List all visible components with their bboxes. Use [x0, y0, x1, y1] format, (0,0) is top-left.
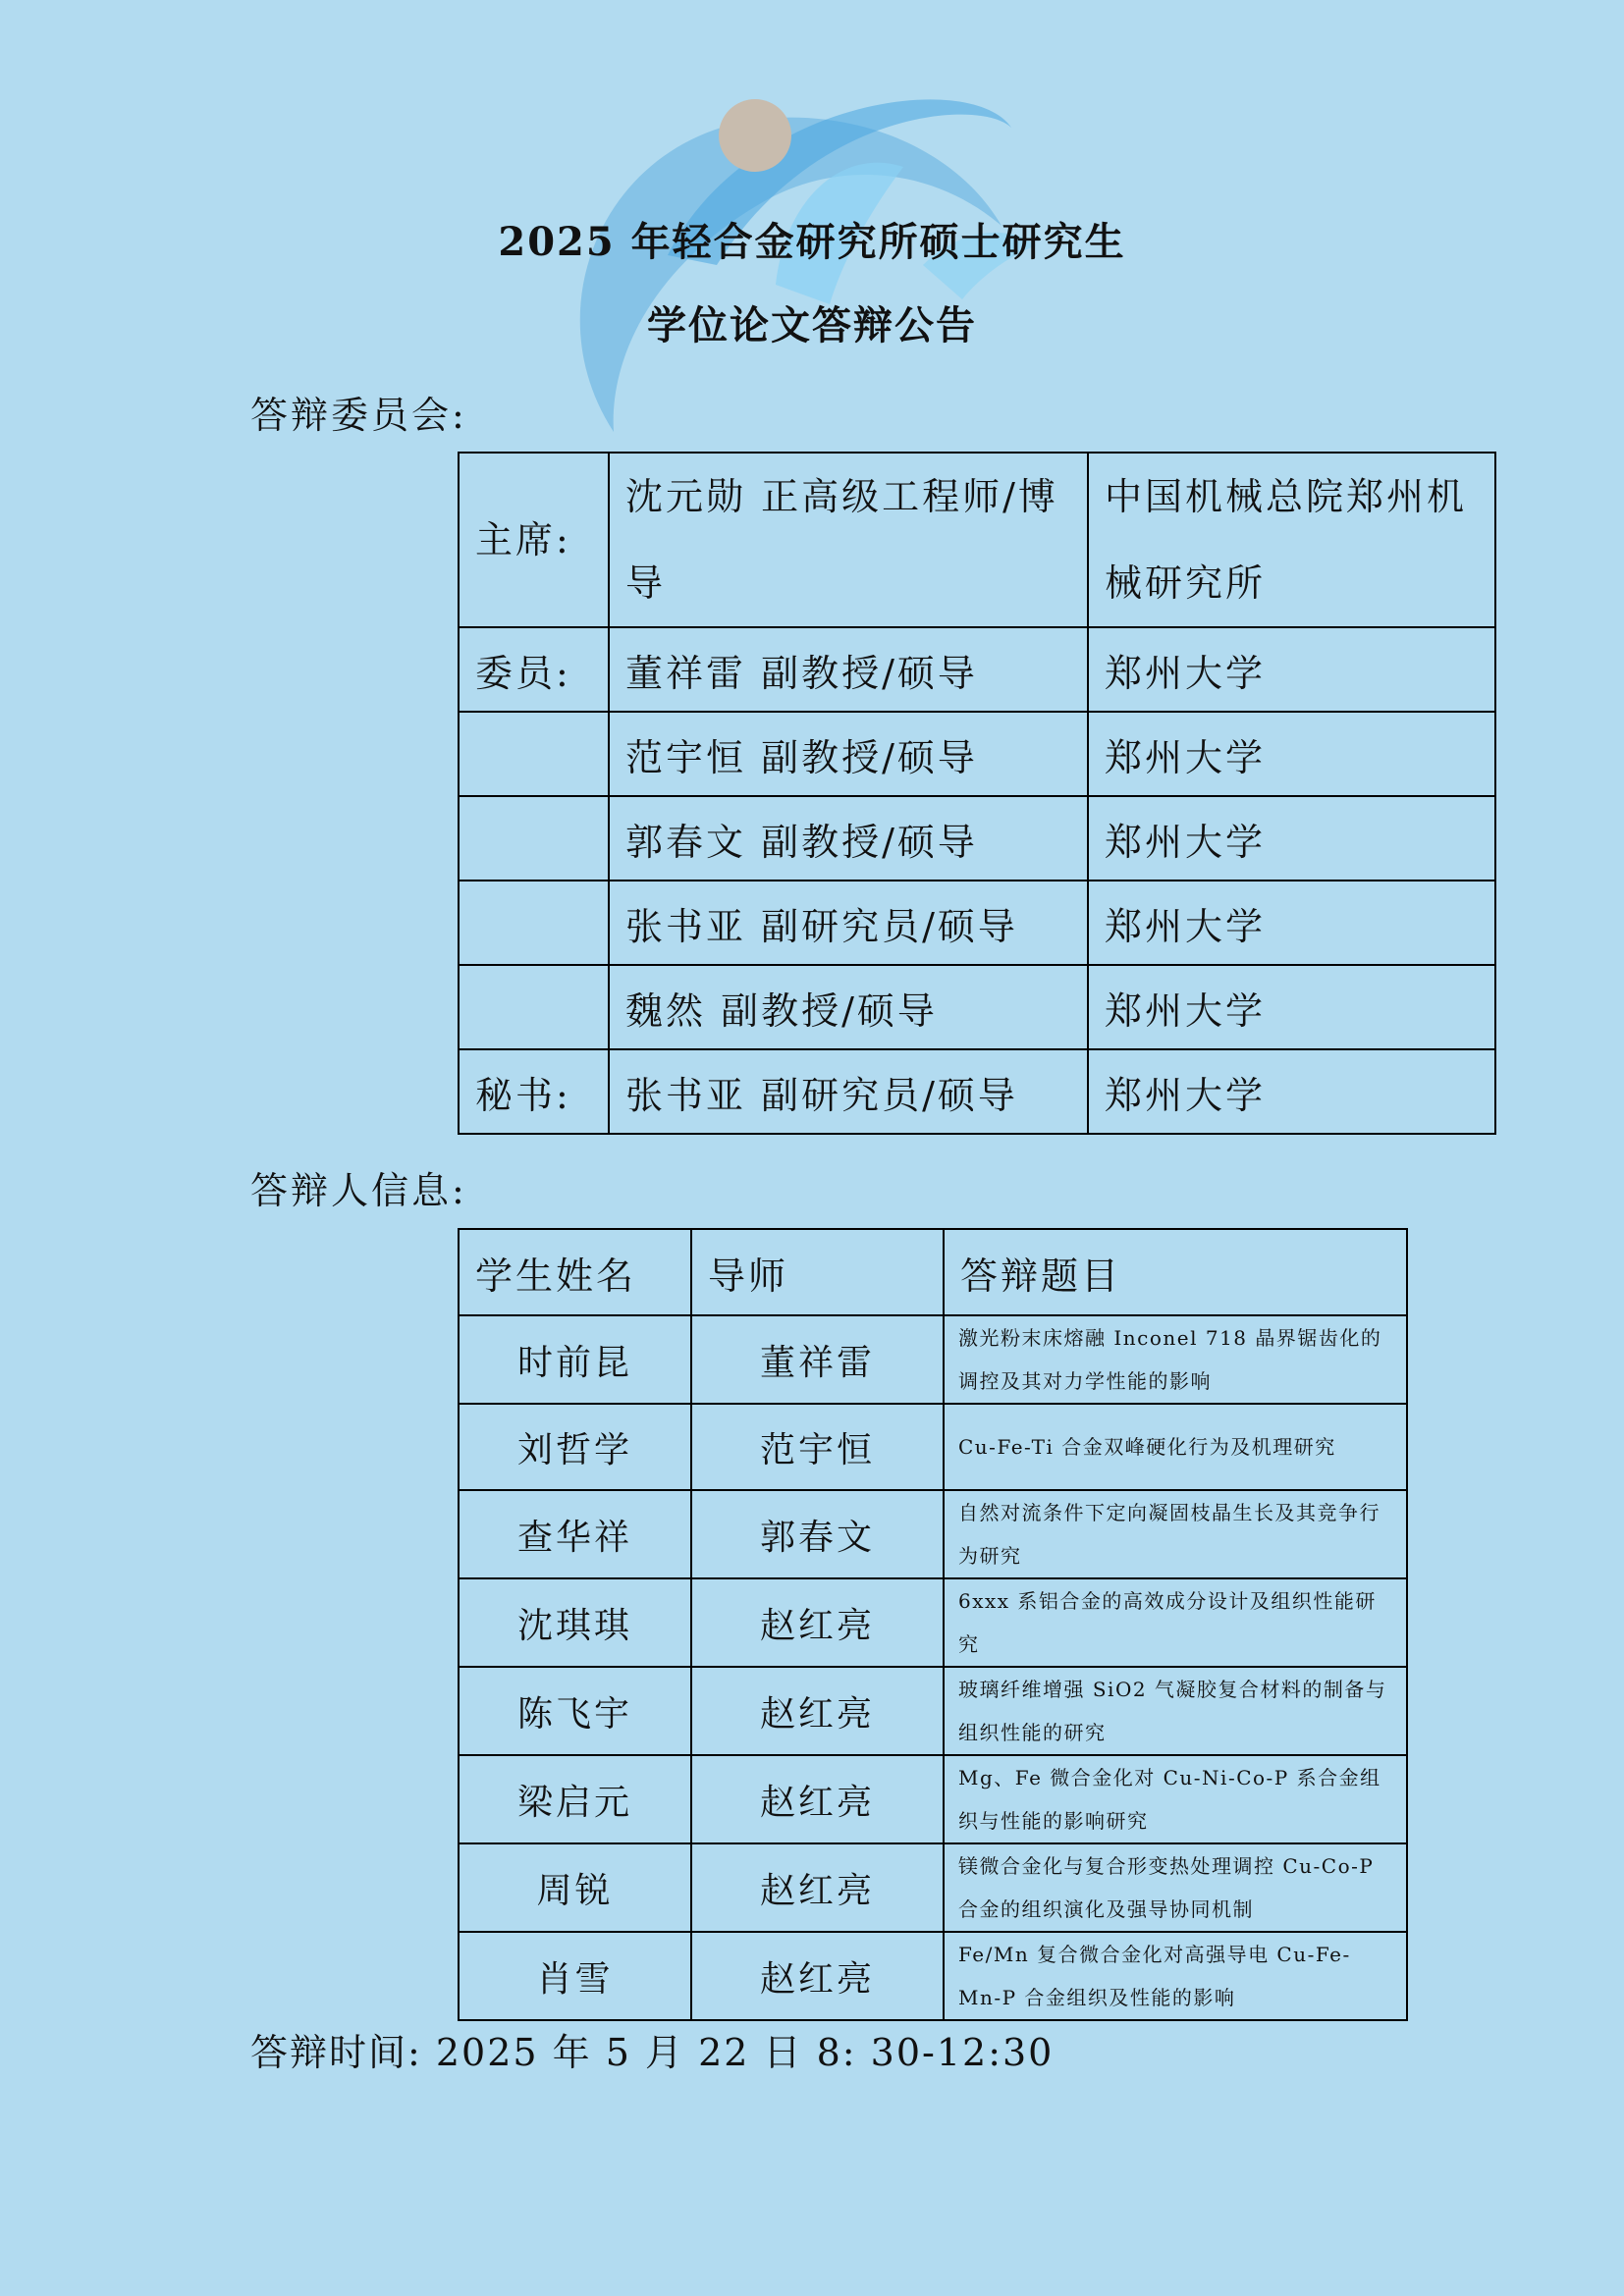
committee-role [459, 796, 609, 881]
table-row [459, 1578, 1407, 1667]
header-topic: 答辩题目 [944, 1229, 1407, 1315]
thesis-topic: 镁微合金化与复合形变热处理调控 Cu-Co-P 合金的组织演化及强导协同机制 [944, 1843, 1407, 1932]
student-name: 刘哲学 [459, 1404, 691, 1490]
committee-row [459, 712, 1495, 796]
table-row [459, 1755, 1407, 1843]
committee-heading: 答辩委员会: [250, 394, 467, 437]
page-title-line1: 2025 年轻合金研究所硕士研究生 [498, 219, 1126, 265]
committee-member: 沈元勋 正高级工程师/博导 [609, 453, 1088, 627]
advisor-name: 范宇恒 [691, 1404, 944, 1490]
student-name: 沈琪琪 [459, 1578, 691, 1667]
committee-member: 范宇恒 副教授/硕导 [609, 712, 1088, 796]
advisor-name: 郭春文 [691, 1490, 944, 1578]
header-advisor: 导师 [691, 1229, 944, 1315]
committee-table [458, 452, 1496, 1135]
committee-affiliation: 郑州大学 [1088, 881, 1495, 965]
committee-member: 董祥雷 副教授/硕导 [609, 627, 1088, 712]
committee-role: 秘书: [459, 1049, 609, 1134]
committee-affiliation: 郑州大学 [1088, 965, 1495, 1049]
student-name: 查华祥 [459, 1490, 691, 1578]
committee-affiliation: 中国机械总院郑州机械研究所 [1088, 453, 1495, 627]
committee-member: 郭春文 副教授/硕导 [609, 796, 1088, 881]
student-name: 梁启元 [459, 1755, 691, 1843]
committee-role: 委员: [459, 627, 609, 712]
committee-row [459, 796, 1495, 881]
advisor-name: 董祥雷 [691, 1315, 944, 1404]
committee-member: 张书亚 副研究员/硕导 [609, 881, 1088, 965]
thesis-topic: 激光粉末床熔融 Inconel 718 晶界锯齿化的调控及其对力学性能的影响 [944, 1315, 1407, 1404]
table-row [459, 1315, 1407, 1404]
table-row [459, 1667, 1407, 1755]
committee-role: 主席: [459, 453, 609, 627]
table-row [459, 1490, 1407, 1578]
committee-member: 张书亚 副研究员/硕导 [609, 1049, 1088, 1134]
table-row [459, 1404, 1407, 1490]
thesis-topic: Mg、Fe 微合金化对 Cu-Ni-Co-P 系合金组织与性能的影响研究 [944, 1755, 1407, 1843]
thesis-topic: 6xxx 系铝合金的高效成分设计及组织性能研究 [944, 1578, 1407, 1667]
student-name: 周锐 [459, 1843, 691, 1932]
table-row [459, 1843, 1407, 1932]
committee-row-chair [459, 453, 1495, 627]
committee-affiliation: 郑州大学 [1088, 712, 1495, 796]
defenders-heading: 答辩人信息: [250, 1169, 467, 1212]
committee-row [459, 627, 1495, 712]
committee-row-secretary [459, 1049, 1495, 1134]
advisor-name: 赵红亮 [691, 1755, 944, 1843]
table-header-row [459, 1229, 1407, 1315]
committee-member: 魏然 副教授/硕导 [609, 965, 1088, 1049]
advisor-name: 赵红亮 [691, 1667, 944, 1755]
table-row [459, 1932, 1407, 2020]
committee-role [459, 881, 609, 965]
committee-affiliation: 郑州大学 [1088, 627, 1495, 712]
header-student-name: 学生姓名 [459, 1229, 691, 1315]
committee-row [459, 965, 1495, 1049]
committee-role [459, 712, 609, 796]
thesis-topic: Cu-Fe-Ti 合金双峰硬化行为及机理研究 [944, 1404, 1407, 1490]
committee-affiliation: 郑州大学 [1088, 1049, 1495, 1134]
advisor-name: 赵红亮 [691, 1578, 944, 1667]
advisor-name: 赵红亮 [691, 1932, 944, 2020]
committee-row [459, 881, 1495, 965]
committee-affiliation: 郑州大学 [1088, 796, 1495, 881]
defense-time: 答辩时间: 2025 年 5 月 22 日 8: 30-12:30 [250, 2031, 1055, 2074]
page-title-line2: 学位论文答辩公告 [647, 302, 977, 348]
student-name: 肖雪 [459, 1932, 691, 2020]
thesis-topic: 自然对流条件下定向凝固枝晶生长及其竞争行为研究 [944, 1490, 1407, 1578]
committee-role [459, 965, 609, 1049]
thesis-topic: Fe/Mn 复合微合金化对高强导电 Cu-Fe-Mn-P 合金组织及性能的影响 [944, 1932, 1407, 2020]
student-name: 时前昆 [459, 1315, 691, 1404]
thesis-topic: 玻璃纤维增强 SiO2 气凝胶复合材料的制备与组织性能的研究 [944, 1667, 1407, 1755]
advisor-name: 赵红亮 [691, 1843, 944, 1932]
student-name: 陈飞宇 [459, 1667, 691, 1755]
defenders-table [458, 1228, 1408, 2021]
